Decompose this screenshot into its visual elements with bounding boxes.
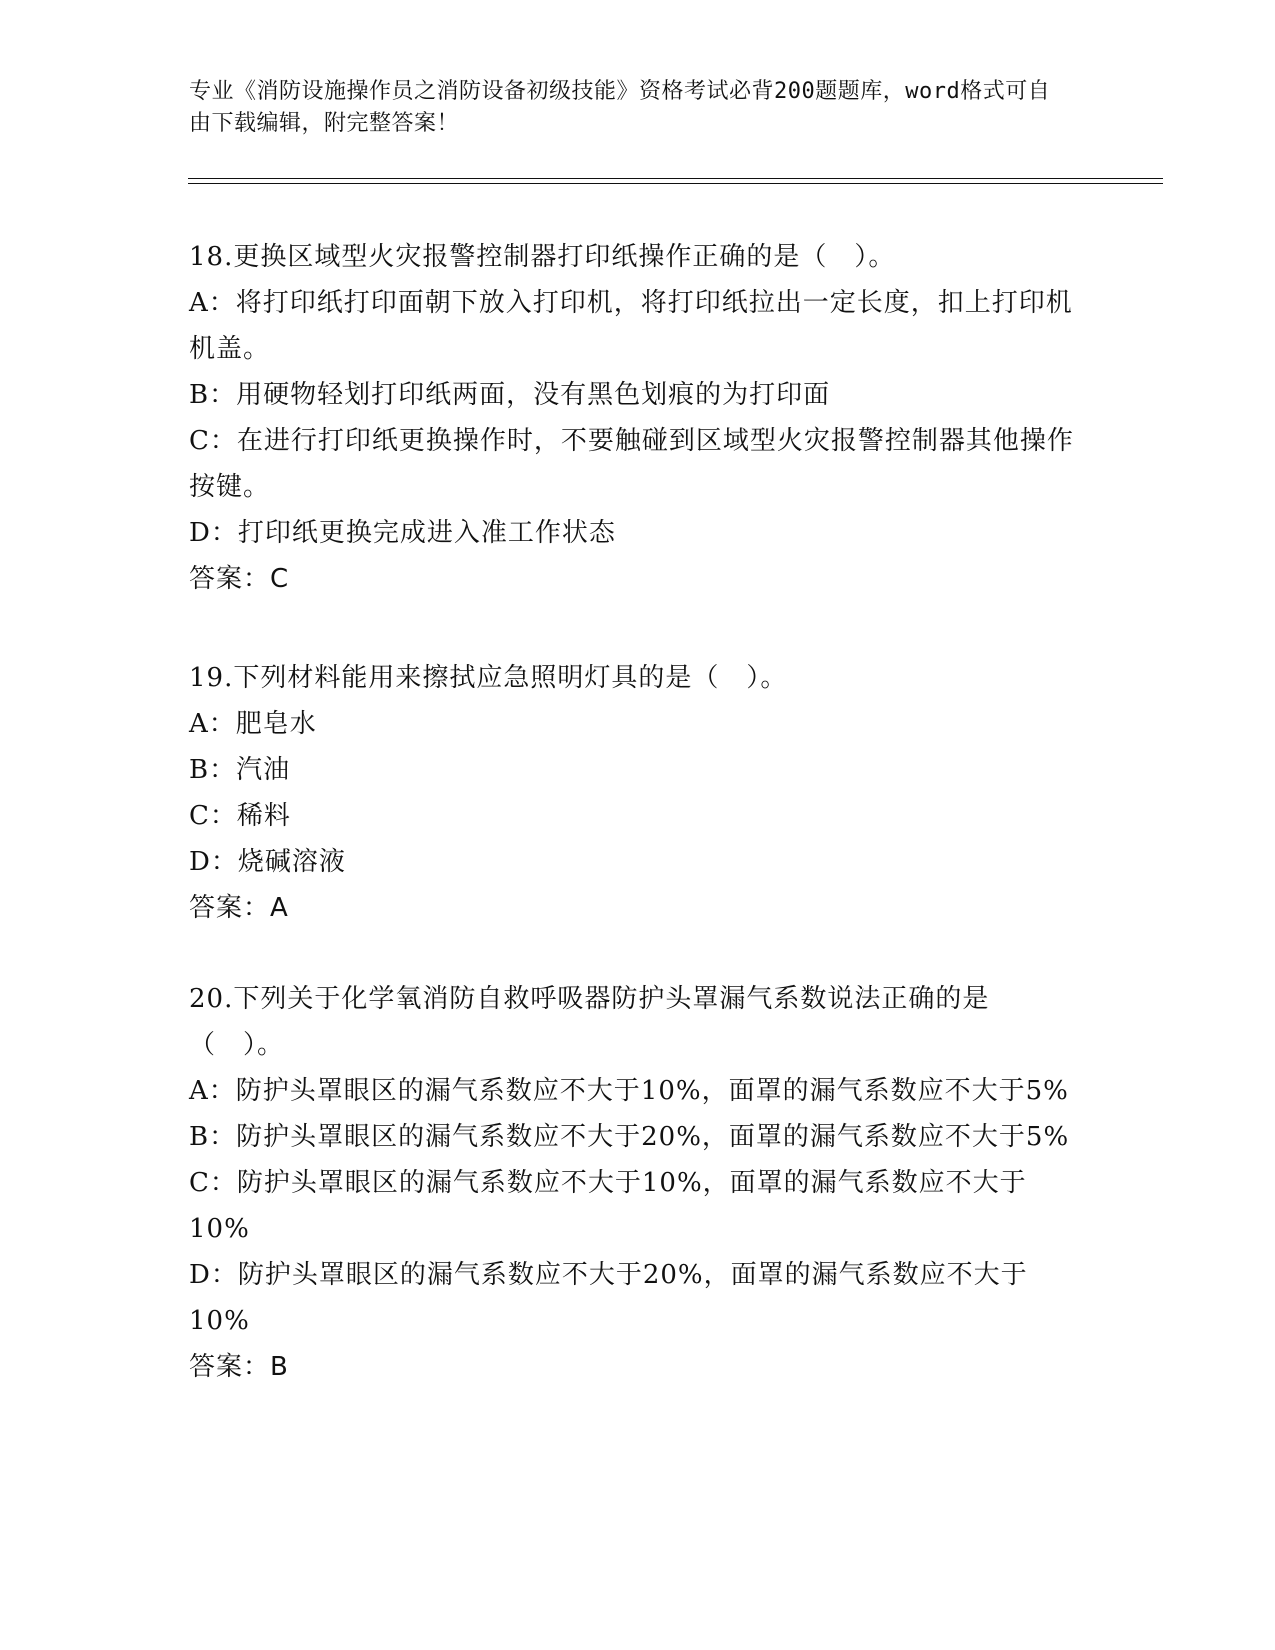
question-20	[189, 976, 1079, 1390]
answer-label: 答案：C	[189, 564, 290, 594]
option-a: A：防护头罩眼区的漏气系数应不大于10%，面罩的漏气系数应不大于5%	[189, 1076, 1069, 1106]
option-a: A：肥皂水	[189, 709, 317, 739]
option-b: B：汽油	[189, 755, 291, 785]
question-19	[189, 655, 1079, 931]
option-b: B：用硬物轻划打印纸两面，没有黑色划痕的为打印面	[189, 380, 831, 410]
option-b: B：防护头罩眼区的漏气系数应不大于20%，面罩的漏气系数应不大于5%	[189, 1122, 1070, 1152]
option-c: C：稀料	[189, 801, 291, 831]
option-d: D：防护头罩眼区的漏气系数应不大于20%，面罩的漏气系数应不大于10%	[189, 1260, 1028, 1336]
header-divider-bottom	[188, 183, 1163, 184]
question-18	[189, 234, 1079, 602]
option-d: D：烧碱溶液	[189, 847, 346, 877]
question-stem: 20.下列关于化学氧消防自救呼吸器防护头罩漏气系数说法正确的是（ ）。	[189, 984, 990, 1060]
option-a: A：将打印纸打印面朝下放入打印机，将打印纸拉出一定长度，扣上打印机机盖。	[189, 288, 1073, 364]
question-stem: 18.更换区域型火灾报警控制器打印纸操作正确的是（ ）。	[189, 242, 896, 272]
option-c: C：防护头罩眼区的漏气系数应不大于10%，面罩的漏气系数应不大于10%	[189, 1168, 1027, 1244]
answer-label: 答案：B	[189, 1352, 289, 1382]
header-divider-top	[188, 178, 1163, 179]
question-stem: 19.下列材料能用来擦拭应急照明灯具的是（ ）。	[189, 663, 788, 693]
answer-label: 答案：A	[189, 893, 289, 923]
document-header: 专业《消防设施操作员之消防设备初级技能》资格考试必背200题题库，word格式可自由下载编辑，附完整答案！	[189, 79, 1051, 136]
option-d: D：打印纸更换完成进入准工作状态	[189, 518, 616, 548]
option-c: C：在进行打印纸更换操作时，不要触碰到区域型火灾报警控制器其他操作按键。	[189, 426, 1074, 502]
